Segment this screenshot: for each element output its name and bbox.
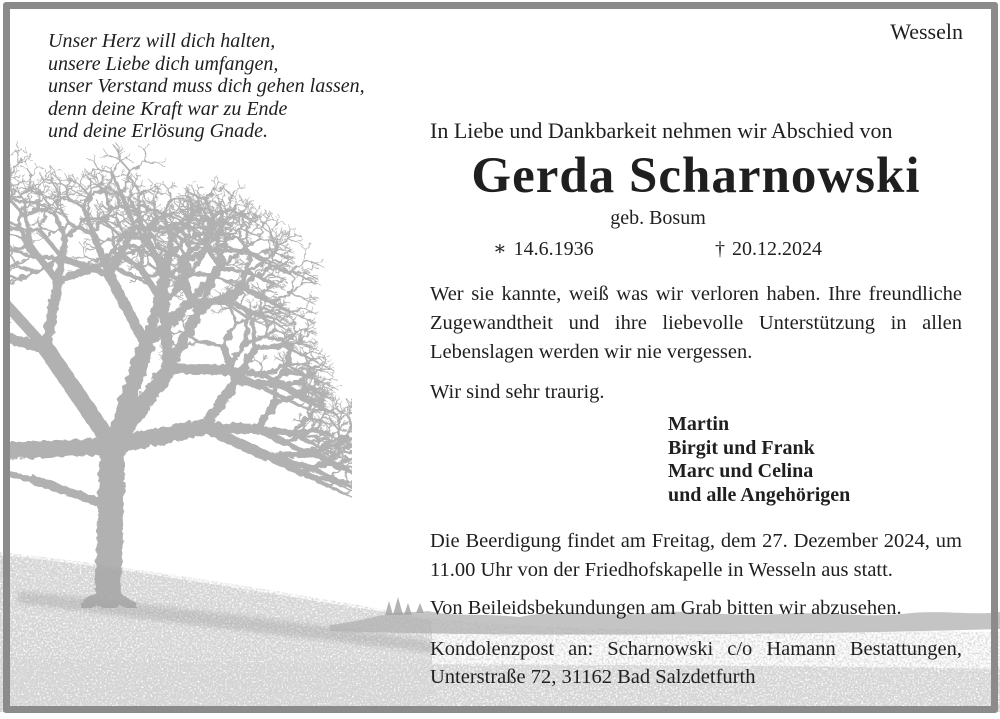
grief-line: Wir sind sehr traurig. bbox=[430, 381, 605, 403]
bare-tree-illustration bbox=[4, 128, 352, 608]
tribute-paragraph: Wer sie kannte, weiß was wir verloren haben. Ihre freundliche Zugewandtheit und ihre liebevolle Unterstützung in allen Lebenslagen werden wir nie vergessen. bbox=[430, 283, 962, 363]
born-symbol: ∗ bbox=[493, 238, 507, 260]
mourner-line: Martin bbox=[668, 413, 730, 435]
deceased-name: Gerda Scharnowski bbox=[471, 148, 921, 204]
died-symbol: † bbox=[715, 238, 725, 260]
maiden-name: geb. Bosum bbox=[610, 207, 706, 229]
intro-line: In Liebe und Dankbarkeit nehmen wir Abschied von bbox=[430, 118, 893, 143]
mourner-line: Birgit und Frank bbox=[668, 436, 815, 459]
mourner-line: und alle Angehörigen bbox=[668, 483, 851, 506]
death-date: † 20.12.2024 bbox=[715, 238, 822, 260]
verse-line: Unser Herz will dich halten, bbox=[48, 30, 276, 52]
mourners-list bbox=[668, 413, 962, 507]
opening-verse bbox=[48, 30, 365, 143]
announcement-column bbox=[430, 118, 962, 691]
condolence-address: Kondolenzpost an: Scharnowski c/o Hamann Bestattungen, Unterstraße 72, 31162 Bad Salzdetfurth bbox=[430, 638, 962, 688]
region-label: Wesseln bbox=[890, 19, 963, 44]
condolence-note: Von Beileidsbekundungen am Grab bitten wir abzusehen. bbox=[430, 597, 902, 619]
verse-line: denn deine Kraft war zu Ende bbox=[48, 97, 288, 120]
birth-date: ∗ 14.6.1936 bbox=[493, 238, 594, 260]
verse-line: unsere Liebe dich umfangen, bbox=[48, 52, 279, 75]
funeral-details: Die Beerdigung findet am Freitag, dem 27. Dezember 2024, um 11.00 Uhr von der Friedhofskapelle in Wesseln aus statt. bbox=[430, 530, 962, 581]
life-dates bbox=[430, 236, 962, 262]
mourner-line: Marc und Celina bbox=[668, 460, 814, 482]
verse-line: und deine Erlösung Gnade. bbox=[48, 120, 268, 142]
conifer-cluster bbox=[385, 597, 424, 615]
verse-line: unser Verstand muss dich gehen lassen, bbox=[48, 75, 365, 97]
